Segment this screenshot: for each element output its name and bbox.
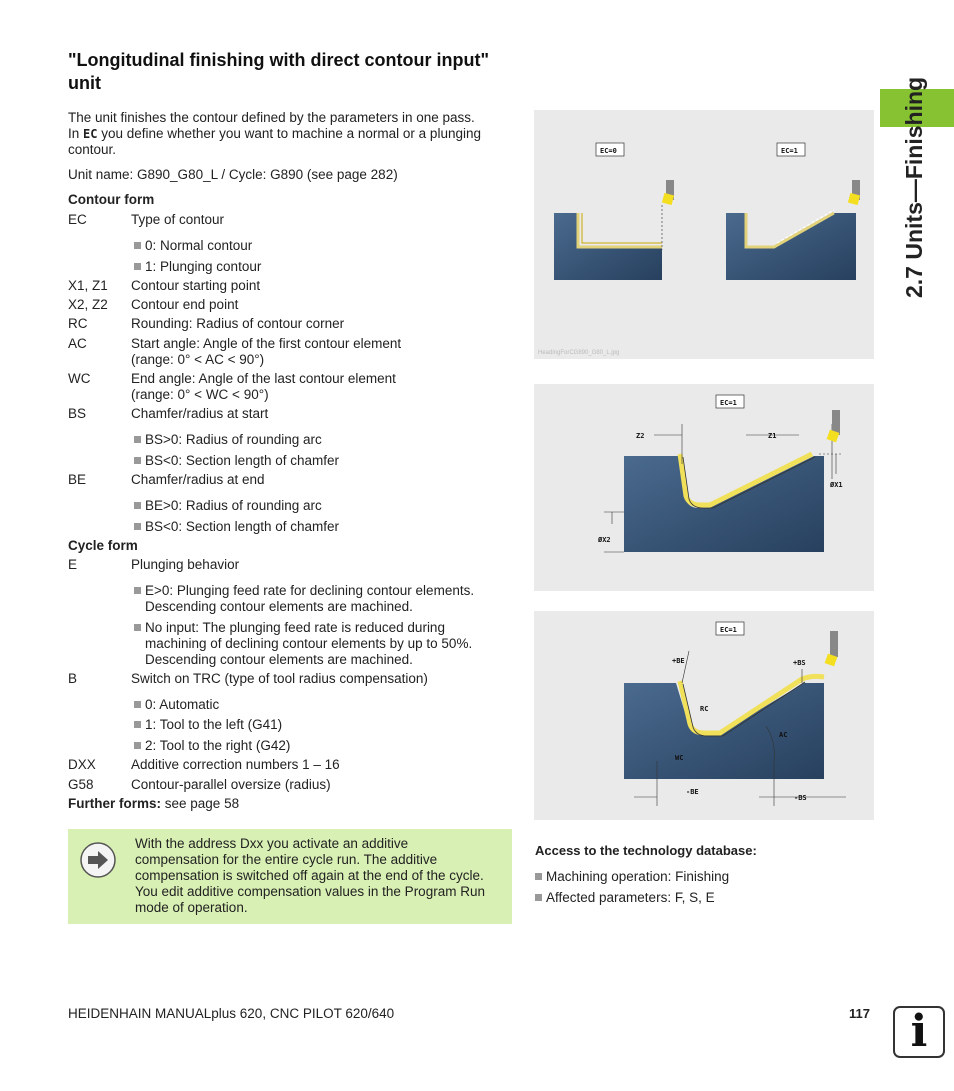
footer-text: HEIDENHAIN MANUALplus 620, CNC PILOT 620/640: [68, 1006, 395, 1021]
unit-name: Unit name: G890_G80_L / Cycle: G890 (see page 282): [68, 167, 398, 182]
z1-label: Z1: [768, 432, 777, 440]
wc-label: WC: [675, 754, 684, 762]
chapter-title: [872, 45, 942, 345]
param-code: X1, Z1: [68, 278, 108, 293]
intro-line-1: The unit finishes the contour defined by the parameters in one pass.: [68, 110, 475, 125]
cycle-form-heading: Cycle form: [68, 538, 138, 553]
bullet-item: 0: Automatic: [134, 697, 219, 713]
bullet-item: Machining operation: Finishing: [535, 869, 729, 884]
ec0-label: EC=0: [600, 147, 617, 155]
param-code: E: [68, 557, 78, 572]
arrow-right-icon: [79, 841, 117, 879]
param-desc: Rounding: Radius of contour corner: [131, 316, 345, 331]
bullet-item: 1: Tool to the left (G41): [134, 717, 282, 733]
bullet-item: BE>0: Radius of rounding arc: [134, 498, 322, 514]
rc-label: RC: [700, 705, 709, 713]
minus-be-label: -BE: [686, 788, 699, 796]
page-number: 117: [849, 1006, 870, 1021]
chapter-title-text: 2.7 Units—Finishing: [901, 76, 927, 298]
page-title: "Longitudinal finishing with direct contour input" unit: [68, 50, 490, 93]
param-code: EC: [68, 212, 87, 227]
param-desc: Contour end point: [131, 297, 239, 312]
note-box: [68, 829, 512, 924]
bullet-item: 0: Normal contour: [134, 238, 252, 254]
param-desc: Contour starting point: [131, 278, 261, 293]
bullet-item: BS>0: Radius of rounding arc: [134, 432, 322, 448]
x2-label: ØX2: [598, 536, 611, 544]
bullet-marker: [134, 587, 141, 594]
intro-paragraph: [68, 110, 513, 158]
figure-chamfers-angles: [534, 611, 874, 820]
bullet-item: Affected parameters: F, S, E: [535, 890, 715, 905]
param-code: G58: [68, 777, 94, 792]
bullet-item: BS<0: Section length of chamfer: [134, 453, 339, 469]
ec1-label: EC=1: [720, 399, 737, 407]
intro-line-2: In EC you define whether you want to machine a normal or a plunging: [68, 126, 481, 141]
bullet-item: 1: Plunging contour: [134, 259, 261, 275]
contour-form-heading: Contour form: [68, 192, 155, 207]
bullet-item: BS<0: Section length of chamfer: [134, 519, 339, 535]
param-code: AC: [68, 336, 87, 351]
figure-contour-coordinates: [534, 384, 874, 591]
tech-db-heading: Access to the technology database:: [535, 843, 757, 858]
plus-bs-label: +BS: [793, 659, 806, 667]
param-desc: Switch on TRC (type of tool radius compensation): [131, 671, 428, 686]
param-desc: Start angle: Angle of the first contour element (range: 0° < AC < 90°): [131, 336, 402, 367]
bullet-item: E>0: Plunging feed rate for declining contour elements. Descending contour elements are machined.: [145, 583, 475, 614]
intro-line-3: contour.: [68, 142, 117, 157]
minus-bs-label: -BS: [794, 794, 807, 802]
param-desc: Additive correction numbers 1 – 16: [131, 757, 340, 772]
param-desc: Type of contour: [131, 212, 225, 227]
z2-label: Z2: [636, 432, 645, 440]
further-forms: Further forms: see page 58: [68, 796, 240, 811]
param-code: X2, Z2: [68, 297, 108, 312]
ec1-label: EC=1: [720, 626, 737, 634]
param-code: RC: [68, 316, 88, 331]
plus-be-label: +BE: [672, 657, 685, 665]
param-desc: Plunging behavior: [131, 557, 240, 572]
bullet-marker: [134, 624, 141, 631]
ec1-label: EC=1: [781, 147, 798, 155]
param-code: DXX: [68, 757, 96, 772]
bullet-item: No input: The plunging feed rate is reduced during machining of declining contour elements by up to 50%. Descending contour elements are machined.: [145, 620, 473, 667]
note-text: With the address Dxx you activate an additive compensation for the entire cycle run. The additive compensation is switched off again at the end of the cycle. You edit additive compensation values in the Program Run mode of operation.: [135, 836, 485, 915]
param-code: BE: [68, 472, 87, 487]
figure-caption: HeadingForCG890_G80_L.jpg: [538, 350, 620, 356]
ac-label: AC: [779, 731, 788, 739]
param-desc: Contour-parallel oversize (radius): [131, 777, 331, 792]
param-code: BS: [68, 406, 87, 421]
param-code: B: [68, 671, 78, 686]
param-desc: Chamfer/radius at end: [131, 472, 265, 487]
param-desc: End angle: Angle of the last contour element (range: 0° < WC < 90°): [131, 371, 396, 402]
bullet-item: 2: Tool to the right (G42): [134, 738, 290, 754]
x1-label: ØX1: [830, 481, 843, 489]
info-icon: i: [893, 1006, 945, 1058]
param-desc: Chamfer/radius at start: [131, 406, 269, 421]
figure-contour-types: [534, 110, 874, 359]
param-code: WC: [68, 371, 91, 386]
ec-code: EC: [83, 127, 98, 141]
